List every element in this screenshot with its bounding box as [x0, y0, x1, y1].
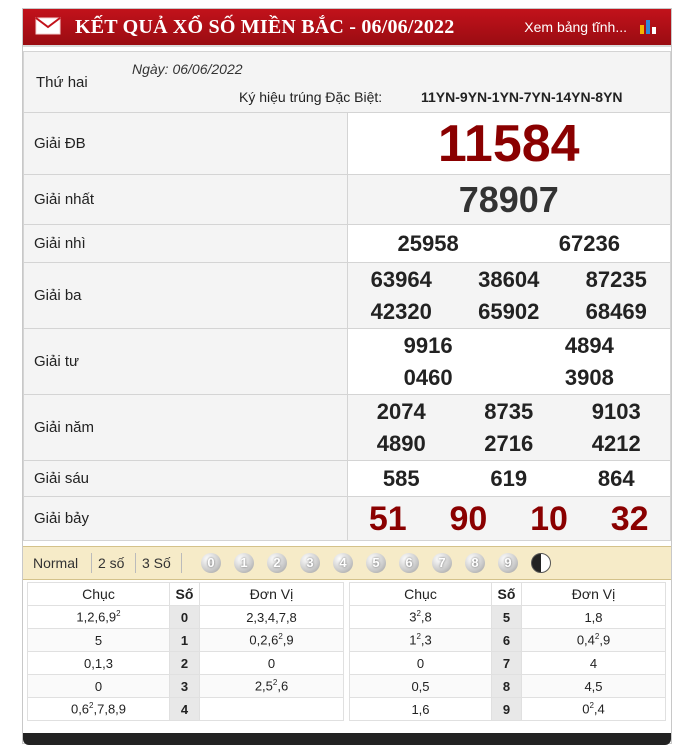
page-title: KẾT QUẢ XỔ SỐ MIỀN BẮC - 06/06/2022 — [75, 16, 455, 38]
col-header-donvi: Đơn Vị — [522, 583, 666, 606]
loto-chuc: 0 — [350, 652, 492, 675]
col-header-so: Số — [492, 583, 522, 606]
digit-filter-2[interactable]: 2 — [267, 553, 287, 573]
loto-so: 6 — [492, 629, 522, 652]
prize-number: 10 — [530, 499, 568, 538]
loto-donvi: 0,2,6$^2$,9 — [200, 629, 344, 652]
prize-number: 4212 — [591, 430, 641, 456]
loto-chuc: $3^2,8$ — [350, 606, 492, 629]
prize-label-sau: Giải sáu — [24, 461, 348, 497]
digit-filter-6[interactable]: 6 — [399, 553, 419, 573]
loto-donvi: $0,4^2,9$ — [522, 629, 666, 652]
prize-number: 38604 — [478, 266, 540, 292]
digit-filter-5[interactable]: 5 — [366, 553, 386, 573]
prize-number: 90 — [449, 499, 488, 538]
loto-so: 9 — [492, 698, 522, 721]
digit-filter-7[interactable]: 7 — [432, 553, 452, 573]
loto-so: 2 — [170, 652, 200, 675]
prize-number: 51 — [368, 499, 407, 538]
prize-number: 63964 — [370, 266, 432, 292]
loto-so: 0 — [170, 606, 200, 629]
prize-db-number: 11584 — [347, 113, 671, 175]
loto-donvi — [200, 698, 344, 721]
digit-filter-8[interactable]: 8 — [465, 553, 485, 573]
divider — [181, 553, 182, 573]
col-header-donvi: Đơn Vị — [200, 583, 344, 606]
loto-so: 4 — [170, 698, 200, 721]
footer-bar — [23, 733, 671, 745]
prize-number: 9103 — [591, 398, 641, 424]
prize-number: 619 — [490, 465, 528, 491]
divider — [135, 553, 136, 573]
loto-chuc: $0,6^2,7,8,9$ — [28, 698, 170, 721]
mode-normal-button[interactable]: Normal — [33, 555, 79, 571]
loto-so: 8 — [492, 675, 522, 698]
loto-donvi: 4,5 — [522, 675, 666, 698]
prize-number: 3908 — [564, 364, 614, 390]
mode-2-digit-button[interactable]: 2 số — [98, 555, 125, 571]
mode-3-digit-button[interactable]: 3 Số — [142, 555, 171, 571]
symbol-value: 11YN-9YN-1YN-7YN-14YN-8YN — [421, 89, 623, 105]
loto-chuc: 1,6 — [350, 698, 492, 721]
prize-nhat-number: 78907 — [347, 175, 671, 225]
loto-donvi: $0^2,4$ — [522, 698, 666, 721]
prize-number: 4890 — [376, 430, 426, 456]
draw-info — [24, 52, 671, 113]
divider — [91, 553, 92, 573]
col-header-chuc: Chục — [28, 583, 170, 606]
display-toolbar — [23, 546, 671, 580]
loto-so: 3 — [170, 675, 200, 698]
prize-number: 42320 — [370, 298, 432, 324]
prize-label-db: Giải ĐB — [24, 113, 348, 175]
prize-label-nhat: Giải nhất — [24, 175, 348, 225]
loto-chuc: 0,5 — [350, 675, 492, 698]
prize-number: 0460 — [403, 364, 453, 390]
weekday: Thứ hai — [36, 74, 88, 91]
prize-label-nam: Giải năm — [24, 395, 348, 461]
prize-label-ba: Giải ba — [24, 263, 348, 329]
prize-label-nhi: Giải nhì — [24, 225, 348, 263]
loto-donvi: 4 — [522, 652, 666, 675]
results-table — [23, 51, 671, 541]
loto-donvi: $2,5^2,6$ — [200, 675, 344, 698]
loto-chuc: $1^2,3$ — [350, 629, 492, 652]
loto-table-right — [349, 582, 666, 721]
loto-donvi: 0 — [200, 652, 344, 675]
loto-so: 7 — [492, 652, 522, 675]
prize-number: 2074 — [376, 398, 426, 424]
prize-number: 8735 — [484, 398, 534, 424]
prize-label-bay: Giải bảy — [24, 497, 348, 541]
col-header-so: Số — [170, 583, 200, 606]
loto-table-left — [27, 582, 344, 721]
loto-so: 5 — [492, 606, 522, 629]
loto-donvi: 2,3,4,7,8 — [200, 606, 344, 629]
digit-filter-0[interactable]: 0 — [201, 553, 221, 573]
digit-filter-3[interactable]: 3 — [300, 553, 320, 573]
loto-donvi: 1,8 — [522, 606, 666, 629]
prize-number: 32 — [610, 499, 649, 538]
prize-number: 4894 — [564, 332, 614, 358]
loto-so: 1 — [170, 629, 200, 652]
loto-chuc: 5 — [28, 629, 170, 652]
loto-chuc: 1,2,6,9$^2$ — [28, 606, 170, 629]
mail-icon — [35, 17, 61, 35]
digit-filter-4[interactable]: 4 — [333, 553, 353, 573]
prize-number: 68469 — [585, 298, 647, 324]
draw-date: Ngày: 06/06/2022 — [132, 61, 243, 77]
loto-chuc: 0,1,3 — [28, 652, 170, 675]
prize-number: 864 — [597, 465, 635, 491]
prize-number: 9916 — [403, 332, 453, 358]
yin-yang-icon[interactable] — [531, 553, 551, 573]
bar-chart-icon[interactable] — [639, 15, 657, 35]
digit-filter-1[interactable]: 1 — [234, 553, 254, 573]
digit-filter-9[interactable]: 9 — [498, 553, 518, 573]
symbol-label: Ký hiệu trúng Đặc Biệt: — [239, 89, 383, 105]
prize-number: 65902 — [478, 298, 540, 324]
prize-number: 87235 — [585, 266, 647, 292]
prize-label-tu: Giải tư — [24, 329, 348, 395]
header-bar — [23, 9, 671, 47]
loto-chuc: 0 — [28, 675, 170, 698]
prize-number: 67236 — [558, 230, 620, 256]
prize-number: 585 — [382, 465, 420, 491]
prize-number: 25958 — [397, 230, 459, 256]
results-panel — [22, 8, 672, 744]
col-header-chuc: Chục — [350, 583, 492, 606]
prize-number: 2716 — [484, 430, 534, 456]
static-table-link[interactable]: Xem bảng tĩnh... — [524, 19, 627, 35]
